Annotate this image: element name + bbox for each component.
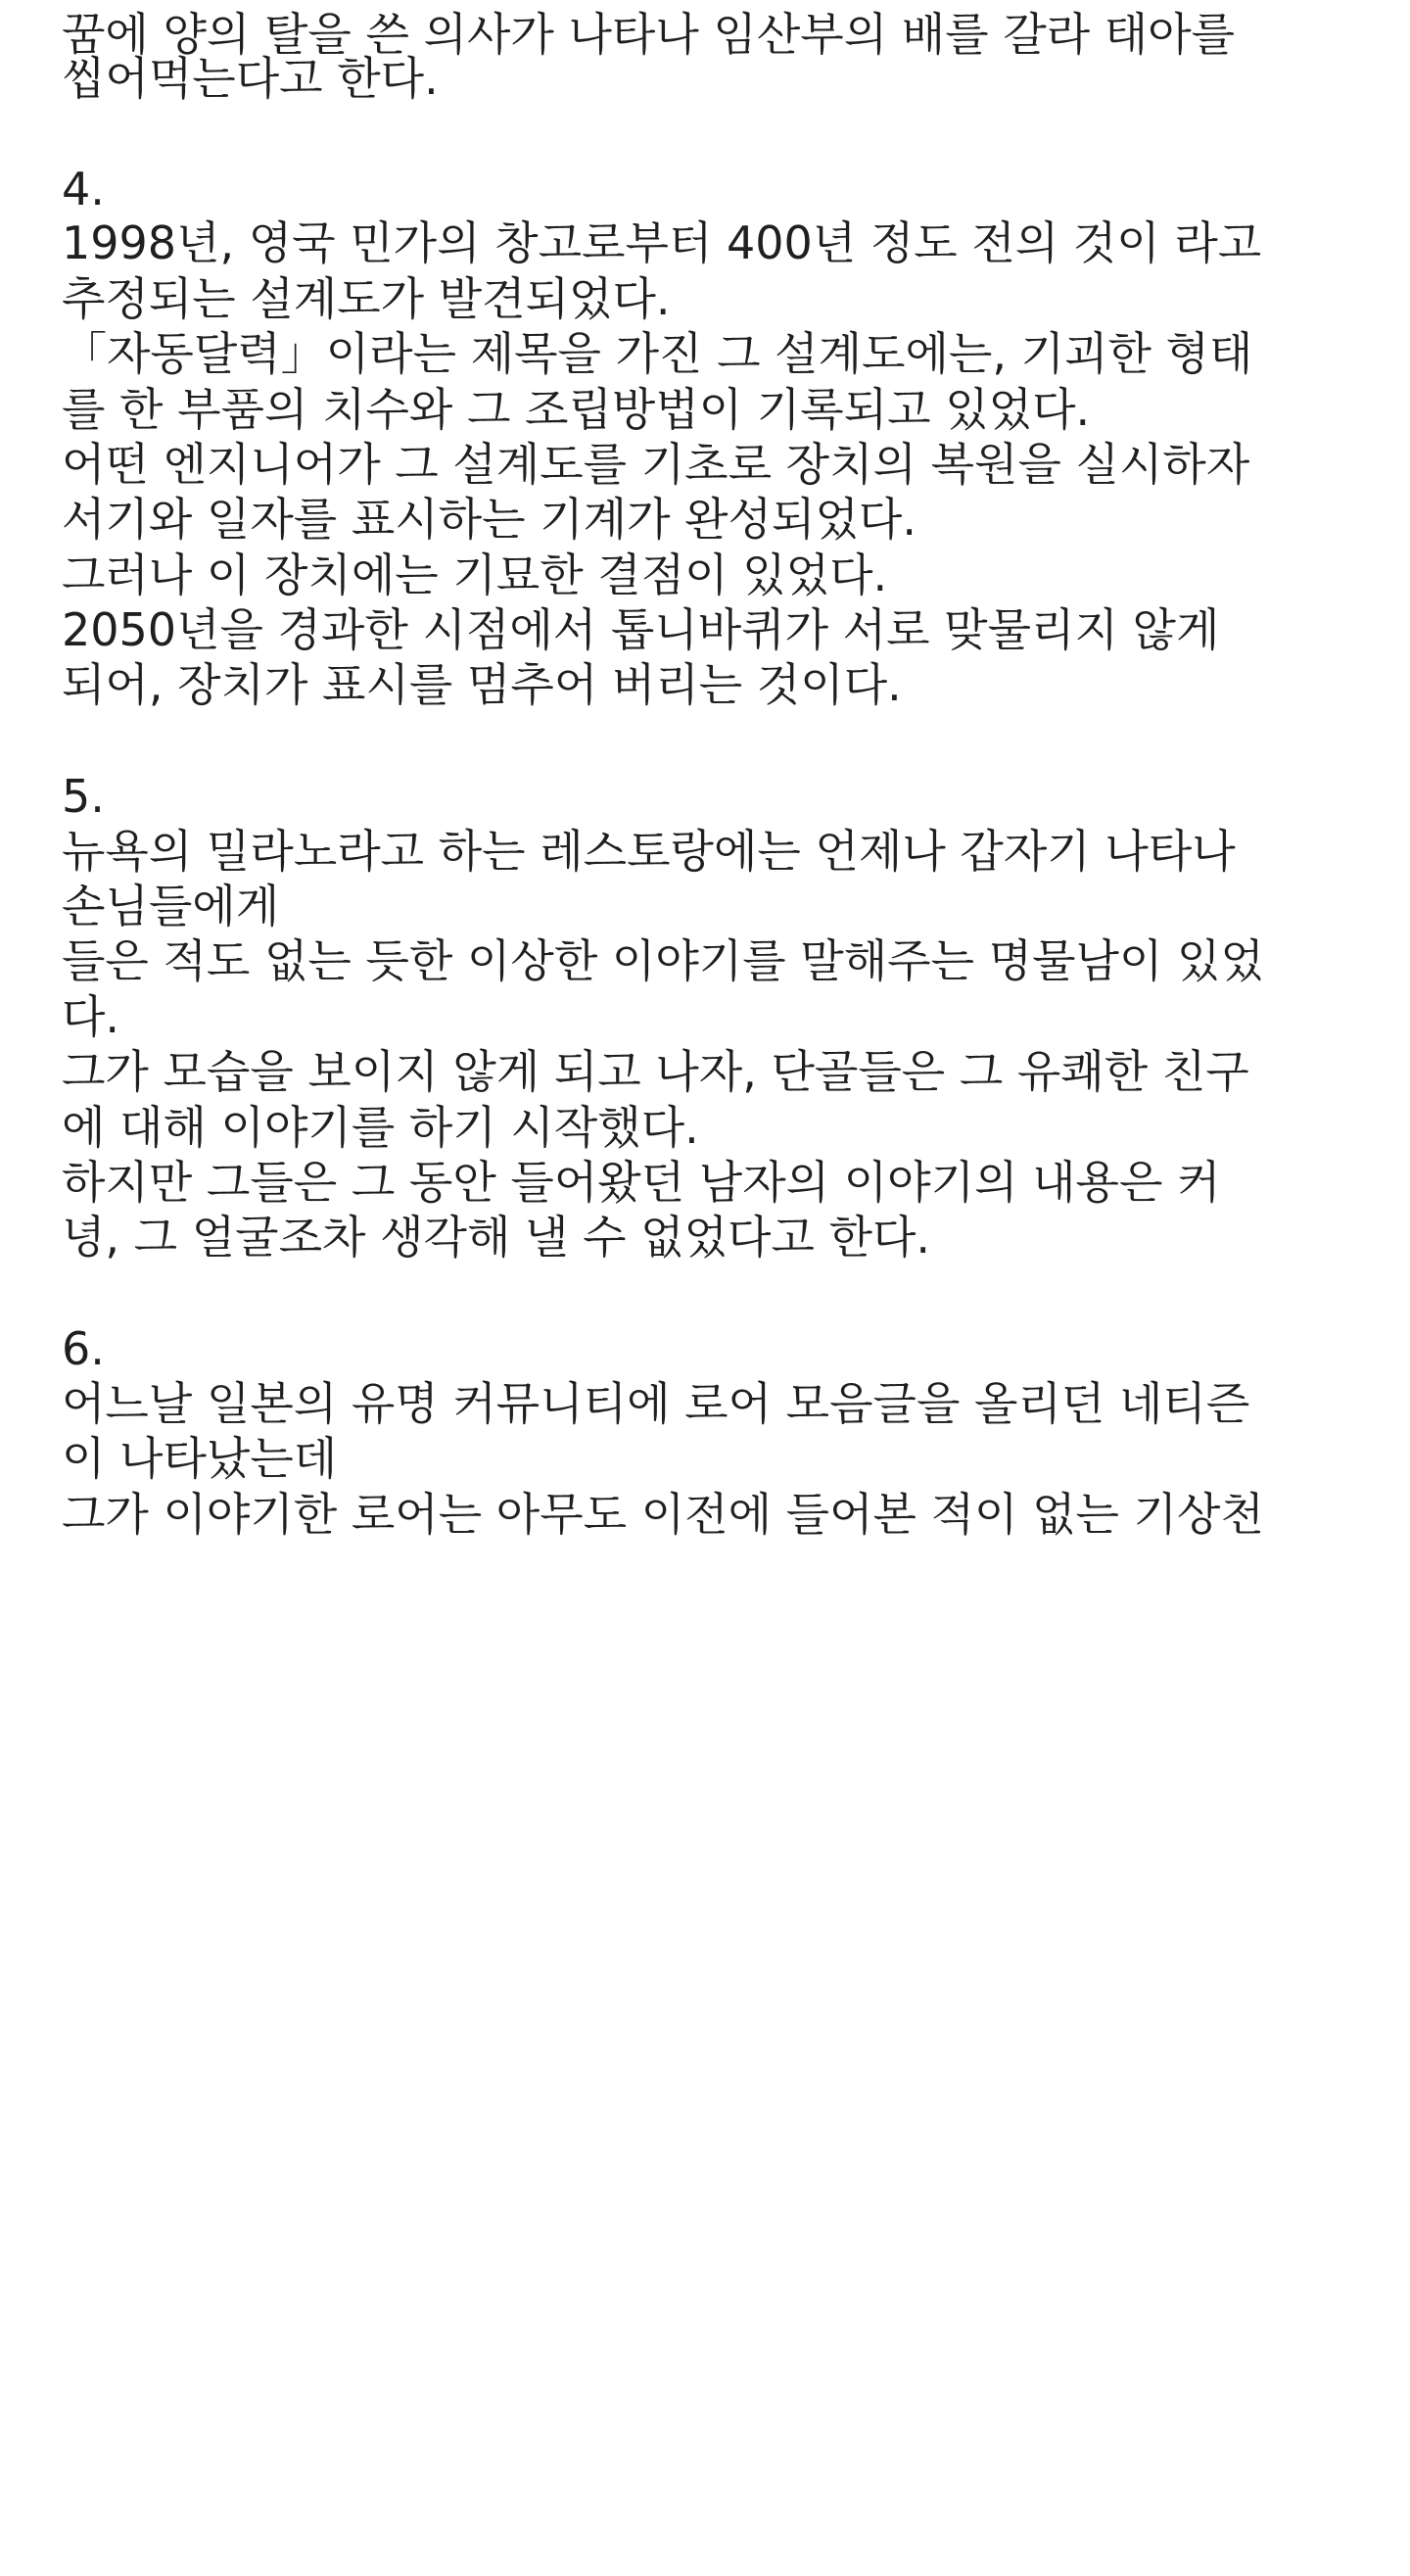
- text-line: 에 대해 이야기를 하기 시작했다.: [62, 1101, 699, 1154]
- text-line: 2050년을 경과한 시점에서 톱니바퀴가 서로 맞물리지 않게: [62, 603, 1220, 656]
- text-line: 1998년, 영국 민가의 창고로부터 400년 정도 전의 것이 라고: [62, 216, 1262, 269]
- text-line: 어느날 일본의 유명 커뮤니티에 로어 모음글을 올리던 네티즌: [62, 1377, 1250, 1430]
- text-line: 씹어먹는다고 한다.: [62, 52, 439, 105]
- text-line: 다.: [62, 990, 120, 1043]
- text-line: 를 한 부품의 치수와 그 조립방법이 기록되고 있었다.: [62, 383, 1091, 436]
- text-line: 이 나타났는데: [62, 1432, 338, 1485]
- text-line: 하지만 그들은 그 동안 들어왔던 남자의 이야기의 내용은 커: [62, 1156, 1221, 1209]
- text-line: 그가 이야기한 로어는 아무도 이전에 들어본 적이 없는 기상천: [62, 1488, 1264, 1541]
- text-line: 어떤 엔지니어가 그 설계도를 기초로 장치의 복원을 실시하자: [62, 438, 1250, 491]
- text-line: 녕, 그 얼굴조차 생각해 낼 수 없었다고 한다.: [62, 1211, 931, 1264]
- text-line: 서기와 일자를 표시하는 기계가 완성되었다.: [62, 493, 916, 546]
- text-line: 뉴욕의 밀라노라고 하는 레스토랑에는 언제나 갑자기 나타나: [62, 825, 1236, 878]
- text-line: 손님들에게: [62, 880, 280, 932]
- text-line: 추정되는 설계도가 발견되었다.: [62, 272, 671, 325]
- section-number: 4.: [62, 163, 105, 215]
- text-line: 그러나 이 장치에는 기묘한 결점이 있었다.: [62, 549, 888, 601]
- section-number: 5.: [62, 770, 105, 823]
- text-line: 「자동달력」이라는 제목을 가진 그 설계도에는, 기괴한 형태: [62, 327, 1253, 380]
- text-line: 들은 적도 없는 듯한 이상한 이야기를 말해주는 명물남이 있었: [62, 934, 1264, 987]
- section-number: 6.: [62, 1322, 105, 1375]
- text-line: 꿈에 양의 탈을 쓴 의사가 나타나 임산부의 배를 갈라 태아를: [62, 8, 1236, 61]
- text-line: 되어, 장치가 표시를 멈추어 버리는 것이다.: [62, 658, 902, 711]
- text-line: 그가 모습을 보이지 않게 되고 나자, 단골들은 그 유쾌한 친구: [62, 1045, 1249, 1098]
